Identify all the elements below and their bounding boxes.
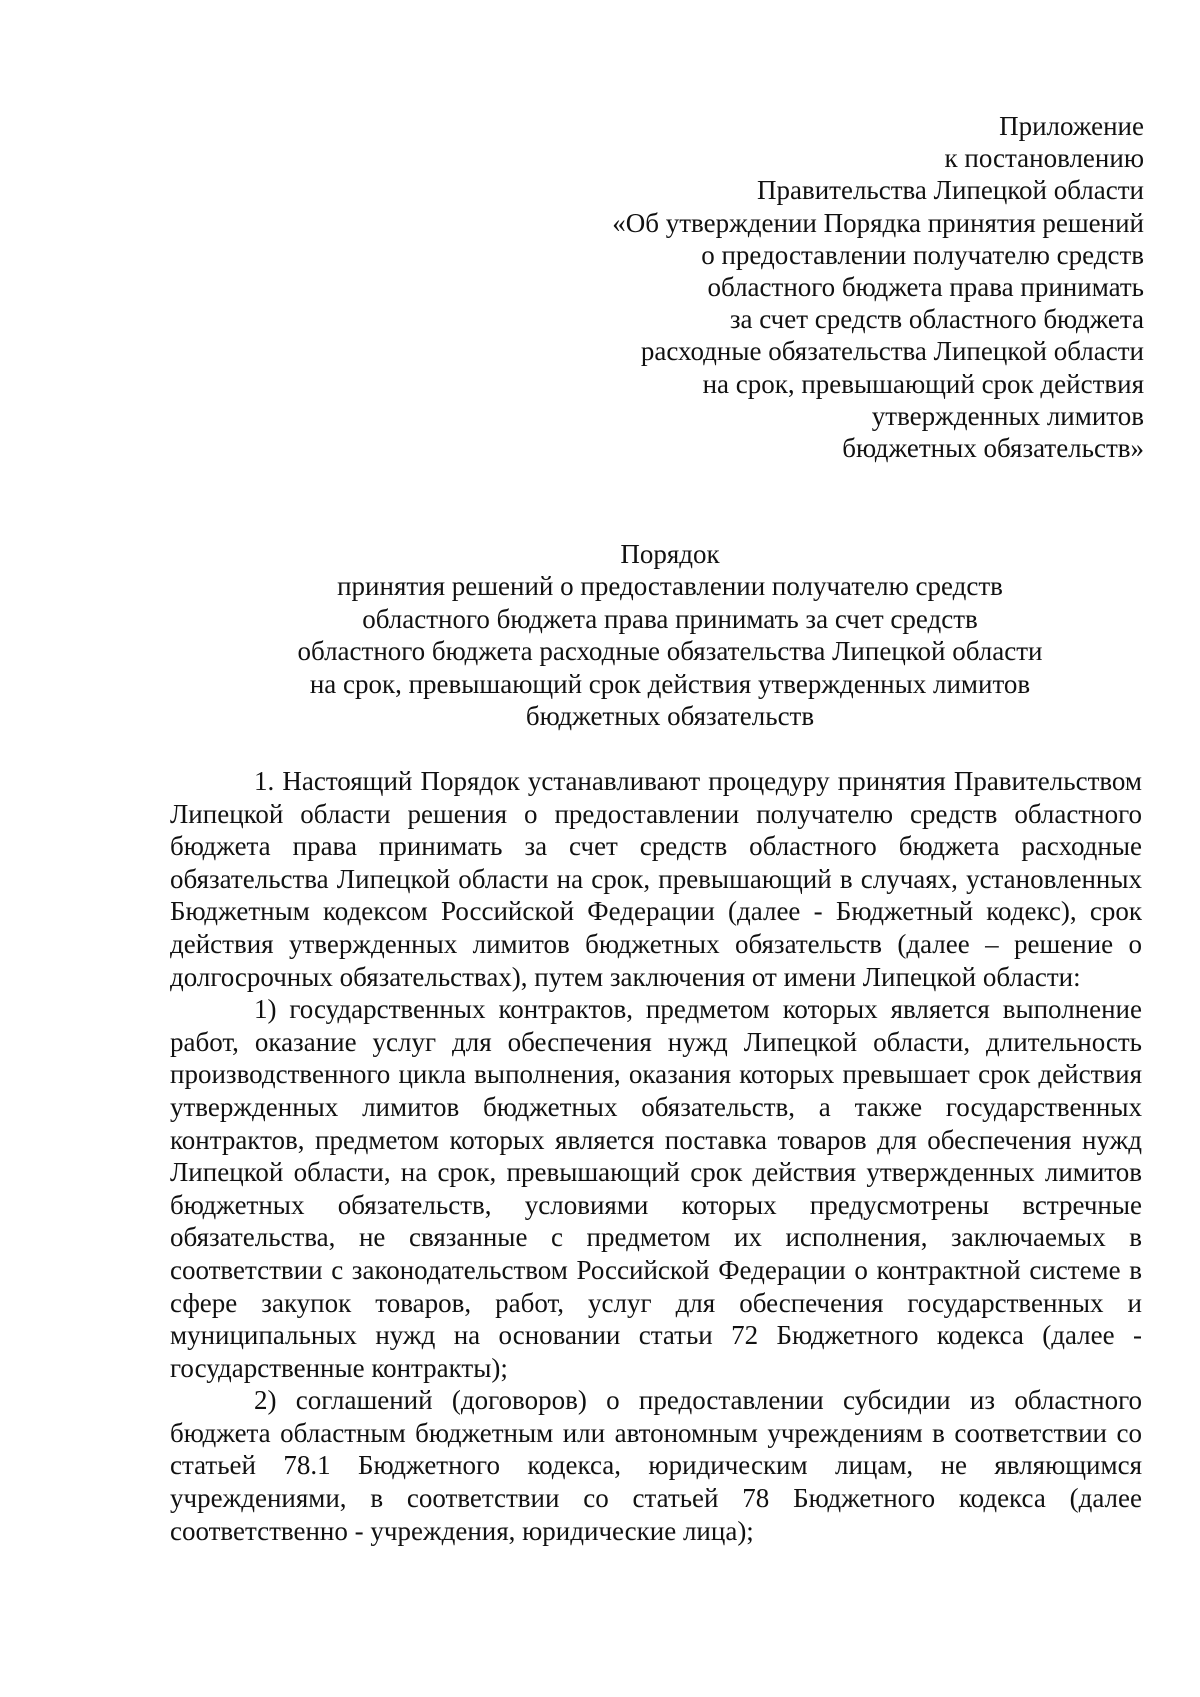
document-title — [170, 538, 1170, 732]
annex-line: бюджетных обязательств» — [842, 433, 1144, 464]
annex-line: утвержденных лимитов — [871, 400, 1144, 431]
annex-line: Правительства Липецкой области — [756, 175, 1144, 206]
annex-line: Приложение — [999, 111, 1144, 141]
annex-line: на срок, превышающий срок действия — [702, 368, 1144, 399]
annex-line: о предоставлении получателю средств — [701, 239, 1144, 270]
annex-line: расходные обязательства Липецкой области — [640, 336, 1144, 367]
document-body — [170, 765, 1142, 1547]
title-line: на срок, превышающий срок действия утвержденных лимитов — [309, 668, 1031, 699]
title-line: Порядок — [620, 539, 720, 569]
annex-line: к постановлению — [944, 143, 1144, 174]
title-line: областного бюджета права принимать за счет средств — [362, 603, 978, 634]
annex-line: «Об утверждении Порядка принятия решений — [612, 207, 1144, 238]
paragraph-item-1: 1) государственных контрактов, предметом которых является выполнение работ, оказание услуг для обеспечения нужд Липецкой области, длительность производственного цикла выполнения, оказания которых превышает срок действия утвержденных лимитов бюджетных обязательств, а также государственных контрактов, предметом которых является поставка товаров для обеспечения нужд Липецкой области, на срок, превышающий срок действия утвержденных лимитов бюджетных обязательств, условиями которых предусмотрены встречные обязательства, не связанные с предметом их исполнения, заключаемых в соответствии с законодательством Российской Федерации о контрактной системе в сфере закупок товаров, работ, услуг для обеспечения государственных и муниципальных нужд на основании статьи 72 Бюджетного кодекса (далее - государственные контракты); — [170, 994, 1142, 1383]
paragraph-1: 1. Настоящий Порядок устанавливают процедуру принятия Правительством Липецкой области решения о предоставлении получателю средств областного бюджета права принимать за счет средств областного бюджета расходные обязательства Липецкой области на срок, превышающий в случаях, установленных Бюджетным кодексом Российской Федерации (далее - Бюджетный кодекс), срок действия утвержденных лимитов бюджетных обязательств (далее – решение о долгосрочных обязательствах), путем заключения от имени Липецкой области: — [170, 766, 1142, 992]
title-line: бюджетных обязательств — [525, 701, 815, 732]
title-line: принятия решений о предоставлении получателю средств — [337, 571, 1003, 602]
annex-header — [504, 110, 1144, 464]
annex-line: областного бюджета права принимать — [707, 272, 1144, 303]
title-line: областного бюджета расходные обязательства Липецкой области — [297, 636, 1043, 667]
annex-line: за счет средств областного бюджета — [729, 304, 1144, 335]
paragraph-item-2: 2) соглашений (договоров) о предоставлении субсидии из областного бюджета областным бюджетным или автономным учреждениям в соответствии со статьей 78.1 Бюджетного кодекса, юридическим лицам, не являющимся учреждениями, в соответствии со статьей 78 Бюджетного кодекса (далее соответственно - учреждения, юридические лица); — [170, 1385, 1142, 1546]
